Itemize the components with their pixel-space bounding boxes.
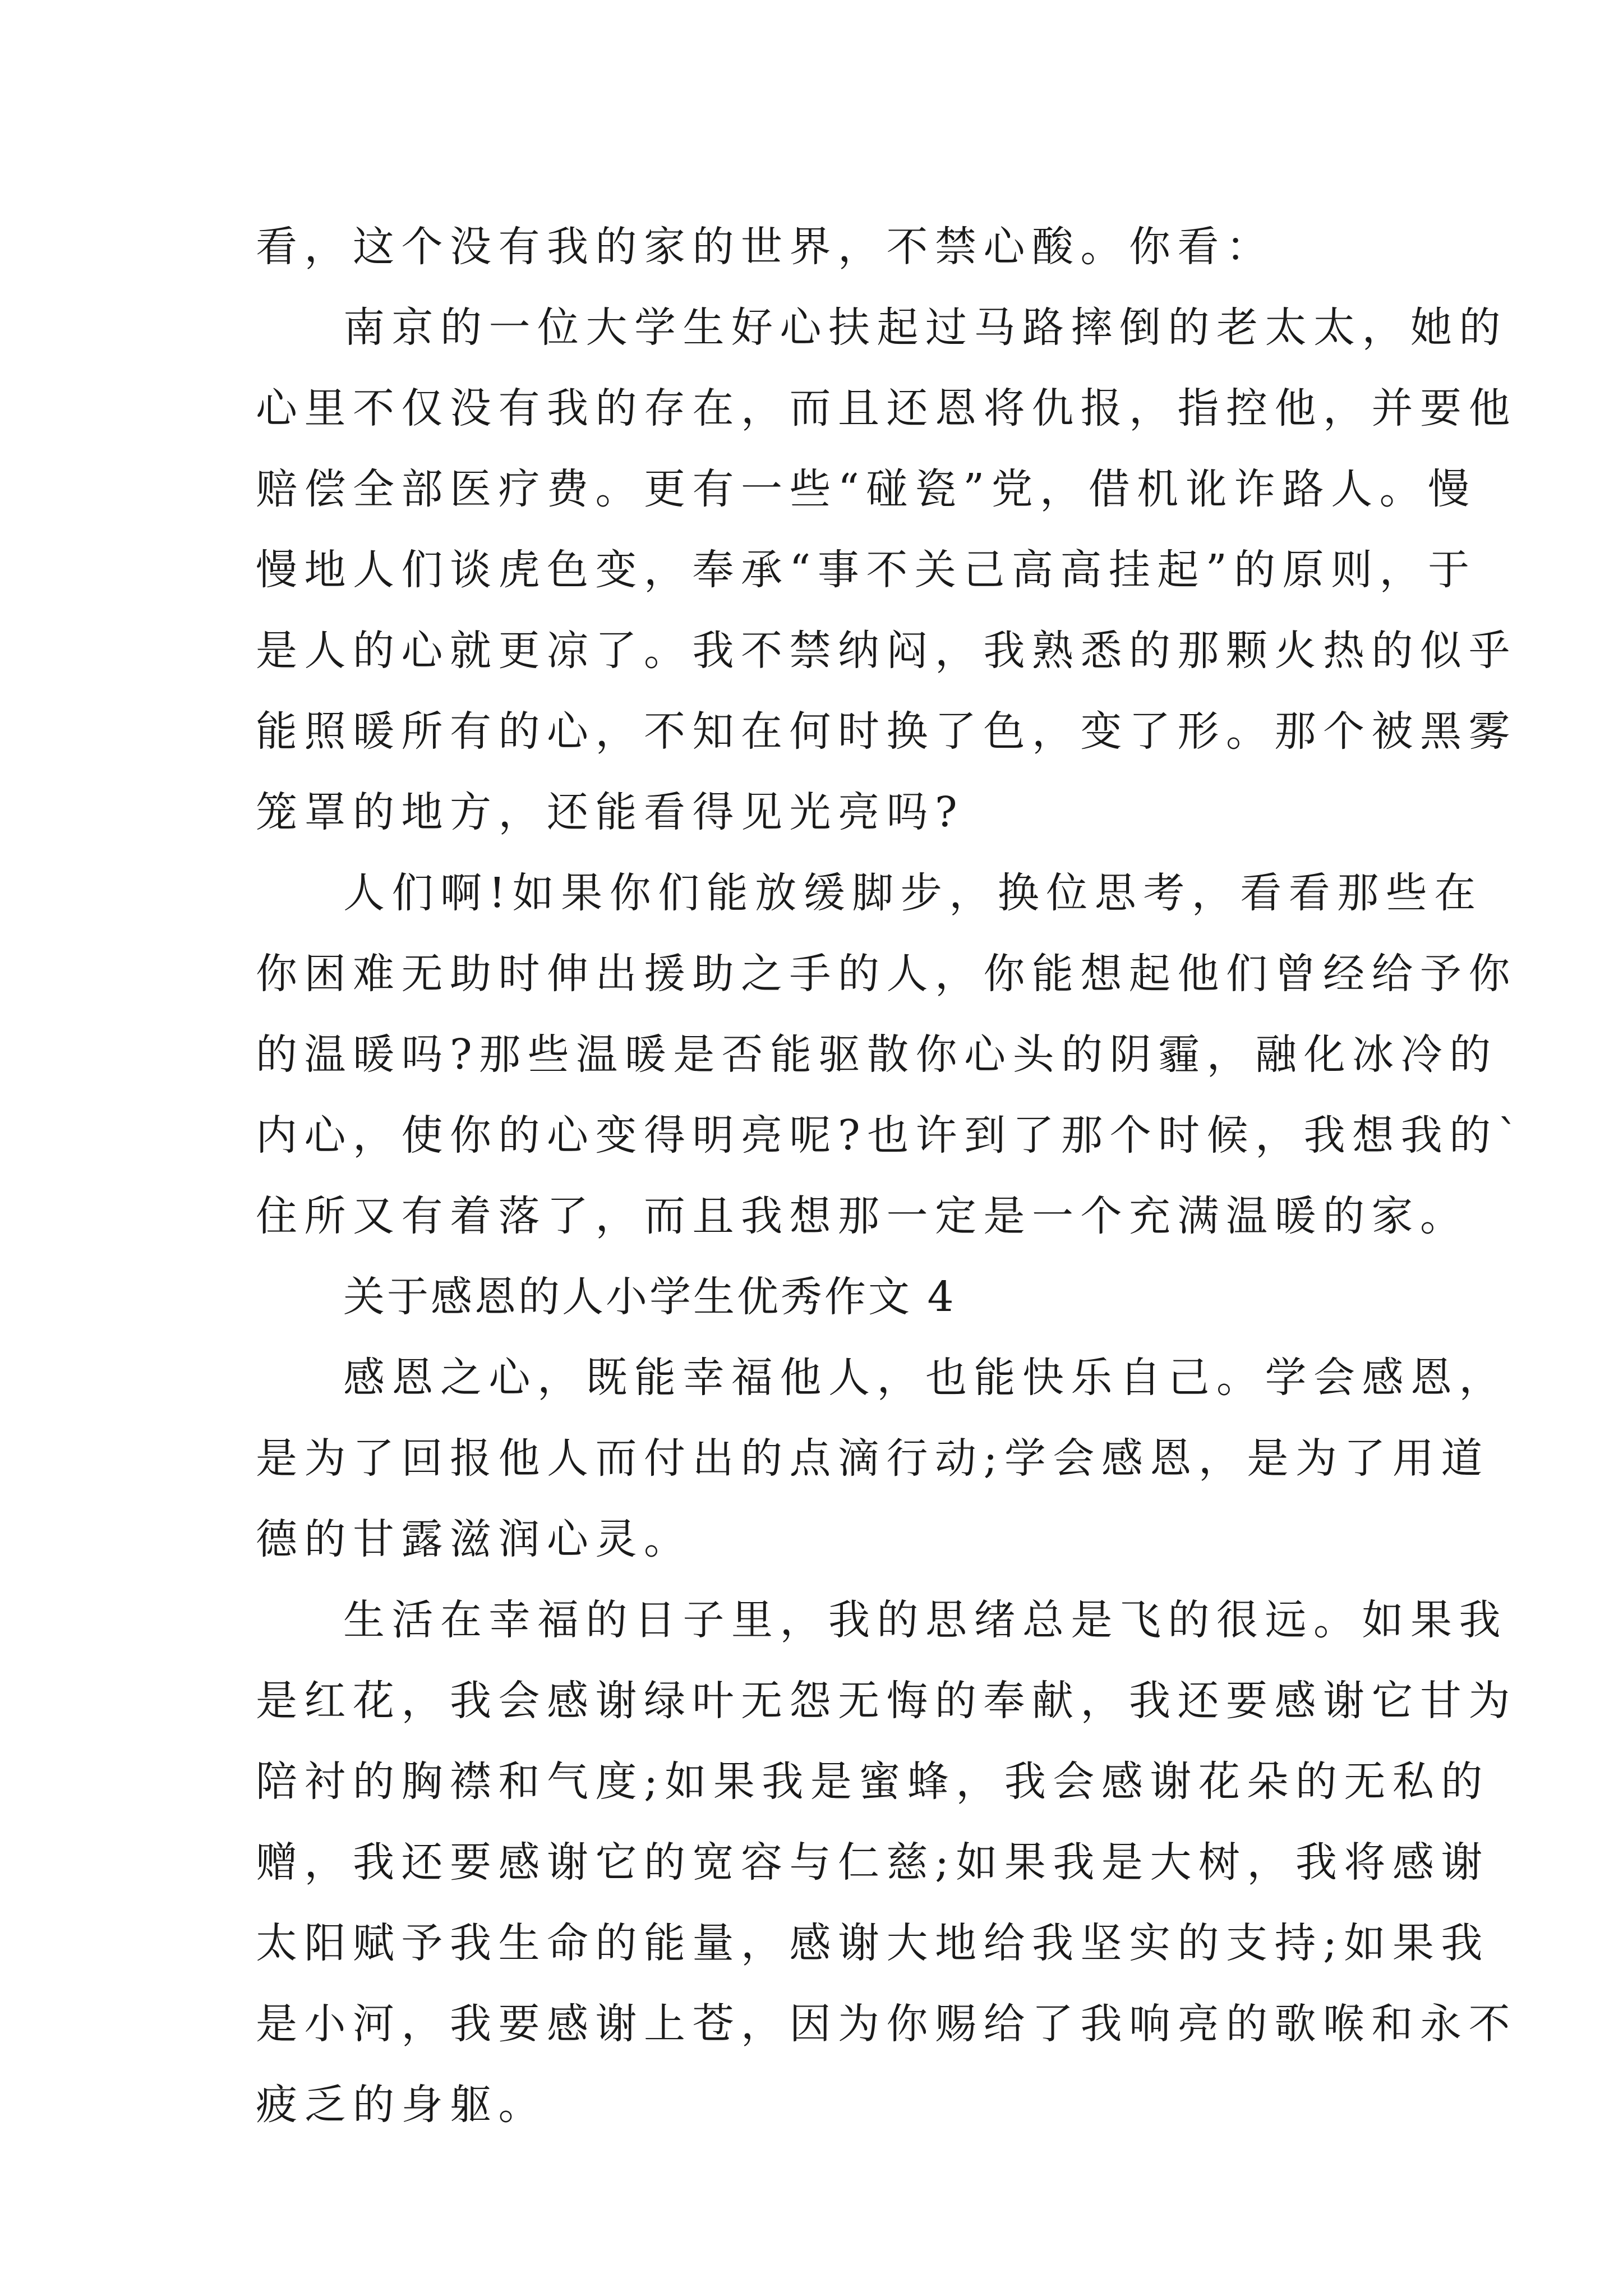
text-line: 是人的心就更凉了。我不禁纳闷，我熟悉的那颗火热的似乎 <box>256 627 1517 675</box>
text-line: 的温暖吗?那些温暖是否能驱散你心头的阴霾，融化冰冷的 <box>256 1030 1498 1079</box>
text-line: 是红花，我会感谢绿叶无怨无悔的奉献，我还要感谢它甘为 <box>256 1677 1517 1725</box>
text-line: 德的甘露滋润心灵。 <box>256 1515 693 1563</box>
text-line: 心里不仅没有我的存在，而且还恩将仇报，指控他，并要他 <box>256 384 1517 432</box>
paragraph-first-line: 南京的一位大学生好心扶起过马路摔倒的老太太，她的 <box>343 303 1507 352</box>
text-line: 慢地人们谈虎色变，奉承“事不关己高高挂起”的原则，于 <box>256 546 1477 594</box>
text-line: 住所又有着落了，而且我想那一定是一个充满温暖的家。 <box>256 1192 1469 1240</box>
text-line: 看，这个没有我的家的世界，不禁心酸。你看： <box>256 223 1275 271</box>
text-line: 陪衬的胸襟和气度;如果我是蜜蜂，我会感谢花朵的无私的 <box>256 1757 1490 1806</box>
text-line: 疲乏的身躯。 <box>256 2081 547 2129</box>
paragraph-first-line: 生活在幸福的日子里，我的思绪总是飞的很远。如果我 <box>343 1596 1507 1644</box>
text-line: 能照暖所有的心，不知在何时换了色，变了形。那个被黑雾 <box>256 707 1517 756</box>
text-line: 内心，使你的心变得明亮呢?也许到了那个时候，我想我的` <box>256 1111 1526 1159</box>
text-line: 赠，我还要感谢它的宽容与仁慈;如果我是大树，我将感谢 <box>256 1838 1490 1887</box>
text-line: 笼罩的地方，还能看得见光亮吗? <box>256 788 965 836</box>
text-line: 赔偿全部医疗费。更有一些“碰瓷”党，借机讹诈路人。慢 <box>256 465 1477 513</box>
text-line: 是为了回报他人而付出的点滴行动;学会感恩，是为了用道 <box>256 1434 1490 1483</box>
paragraph-first-line: 感恩之心，既能幸福他人，也能快乐自己。学会感恩， <box>343 1354 1507 1402</box>
text-line: 太阳赋予我生命的能量，感谢大地给我坚实的支持;如果我 <box>256 1919 1490 1967</box>
section-heading: 关于感恩的人小学生优秀作文 4 <box>343 1273 956 1321</box>
paragraph-first-line: 人们啊!如果你们能放缓脚步，换位思考，看看那些在 <box>343 869 1483 917</box>
text-line: 是小河，我要感谢上苍，因为你赐给了我响亮的歌喉和永不 <box>256 2000 1517 2048</box>
text-line: 你困难无助时伸出援助之手的人，你能想起他们曾经给予你 <box>256 950 1517 998</box>
